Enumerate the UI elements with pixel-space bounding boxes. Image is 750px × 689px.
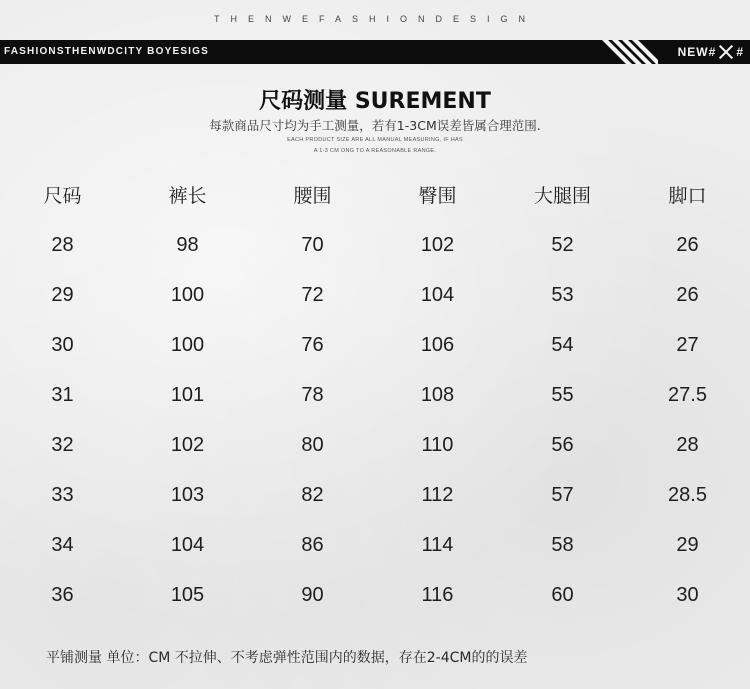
table-row (0, 520, 750, 570)
table-cell: 31 (51, 383, 74, 406)
table-cell: 108 (420, 383, 455, 406)
header-hip: 臀围 (418, 184, 457, 207)
page-title: 尺码测量 SUREMENT (259, 89, 491, 114)
table-cell: 30 (676, 583, 699, 606)
header-banner (0, 40, 750, 64)
banner-left-text: FASHIONSTHENWDCITY BOYESIGS (4, 46, 210, 57)
table-cell: 28 (51, 233, 74, 256)
table-cell: 82 (301, 483, 324, 506)
table-cell: 102 (420, 233, 455, 256)
table-cell: 52 (551, 233, 574, 256)
header-waist: 腰围 (293, 184, 332, 207)
header-pants-length: 裤长 (168, 184, 207, 207)
table-cell: 56 (551, 433, 574, 456)
page-subtitle: 每款商品尺寸均为手工测量，若有1-3CM误差皆属合理范围. (209, 118, 541, 133)
table-cell: 28.5 (668, 483, 707, 506)
brand-line-text: THENWEFASHIONDESIGN (213, 14, 536, 24)
table-row (0, 420, 750, 470)
table-cell: 76 (301, 333, 324, 356)
table-cell: 103 (170, 483, 205, 506)
table-cell: 86 (301, 533, 324, 556)
table-cell: 100 (170, 333, 205, 356)
table-cell: 110 (421, 433, 454, 456)
table-cell: 100 (170, 283, 205, 306)
table-cell: 29 (676, 533, 699, 556)
table-cell: 30 (51, 333, 74, 356)
table-cell: 70 (301, 233, 324, 256)
table-cell: 98 (176, 233, 199, 256)
header-leg-opening: 脚口 (668, 184, 707, 207)
table-cell: 104 (170, 533, 205, 556)
table-cell: 105 (170, 583, 205, 606)
cross-icon (718, 44, 734, 60)
table-cell: 32 (51, 433, 74, 456)
table-cell: 28 (676, 433, 699, 456)
table-cell: 54 (551, 333, 574, 356)
table-cell: 26 (676, 283, 699, 306)
brand-line (0, 14, 750, 30)
table-cell: 80 (301, 433, 324, 456)
table-cell: 36 (51, 583, 74, 606)
table-cell: 101 (170, 383, 205, 406)
table-cell: 33 (51, 483, 74, 506)
table-cell: 102 (170, 433, 205, 456)
measurement-footnote: 平铺测量 单位：CM 不拉伸、不考虑弹性范围内的数据，存在2-4CM的的误差 (46, 650, 528, 666)
table-cell: 57 (551, 483, 574, 506)
header-size: 尺码 (43, 184, 82, 207)
table-cell: 60 (551, 583, 574, 606)
table-row (0, 470, 750, 520)
table-header-row (0, 168, 750, 220)
table-cell: 114 (421, 533, 454, 556)
header-thigh: 大腿围 (533, 184, 591, 207)
table-cell: 27 (676, 333, 699, 356)
table-row (0, 320, 750, 370)
stripes-icon (602, 40, 658, 64)
fine-print-line-1: EACH PRODUCT SIZE ARE ALL MANUAL MEASURING, IF HAS (287, 137, 463, 143)
table-cell: 27.5 (668, 383, 707, 406)
table-cell: 72 (301, 283, 324, 306)
table-cell: 90 (301, 583, 324, 606)
table-cell: 78 (301, 383, 324, 406)
table-cell: 26 (676, 233, 699, 256)
size-chart-table (0, 168, 750, 620)
banner-hash-label: # (736, 45, 744, 59)
table-row (0, 270, 750, 320)
table-cell: 55 (551, 383, 574, 406)
table-cell: 34 (51, 533, 74, 556)
banner-right (678, 40, 744, 64)
table-row (0, 220, 750, 270)
table-cell: 112 (421, 483, 454, 506)
banner-new-label: NEW# (677, 45, 717, 59)
table-cell: 53 (551, 283, 574, 306)
table-cell: 116 (421, 583, 454, 606)
table-cell: 29 (51, 283, 74, 306)
table-row (0, 370, 750, 420)
fine-print-line-2: A 1-3 CM ONG TO A REASONABLE RANGE. (313, 148, 437, 154)
table-cell: 58 (551, 533, 574, 556)
table-cell: 106 (420, 333, 455, 356)
table-row (0, 570, 750, 620)
table-cell: 104 (420, 283, 455, 306)
